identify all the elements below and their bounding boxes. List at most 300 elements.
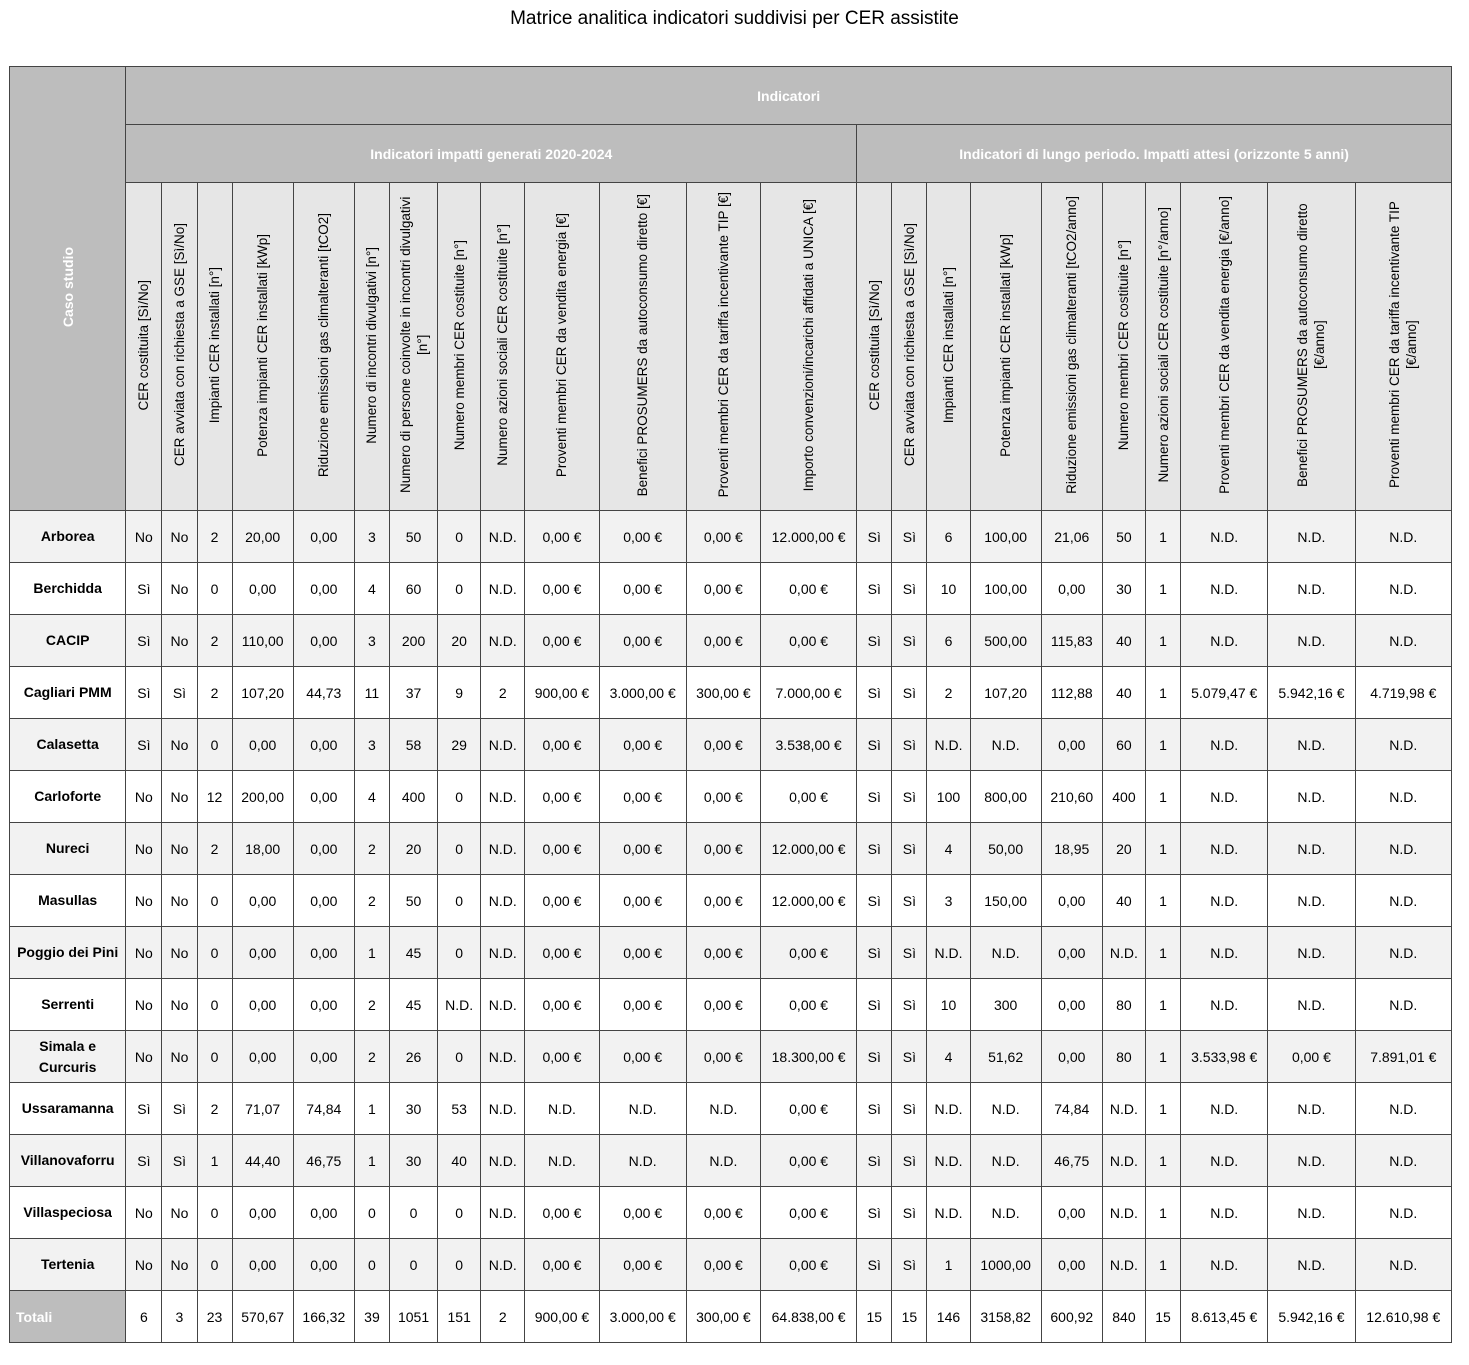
table-row	[10, 1135, 1452, 1187]
table-cell: 1	[354, 1135, 389, 1187]
column-header-label: Riduzione emissioni gas climalteranti [tCO2]	[316, 212, 332, 478]
group-generated-header: Indicatori impatti generati 2020-2024	[126, 125, 857, 183]
table-cell: N.D.	[1355, 771, 1451, 823]
table-cell: 0,00 €	[760, 563, 856, 615]
totals-cell: 570,67	[232, 1291, 293, 1343]
table-cell: N.D.	[1268, 719, 1355, 771]
table-cell: 100,00	[970, 511, 1041, 563]
table-cell: 0,00	[293, 1031, 354, 1083]
totals-row	[10, 1291, 1452, 1343]
totals-cell: 5.942,16 €	[1268, 1291, 1355, 1343]
table-cell: 150,00	[970, 875, 1041, 927]
table-cell: No	[126, 1031, 162, 1083]
table-cell: N.D.	[1102, 1135, 1145, 1187]
table-cell: N.D.	[1355, 563, 1451, 615]
table-cell: 4	[354, 771, 389, 823]
table-cell: 4	[927, 1031, 970, 1083]
table-cell: 12.000,00 €	[760, 823, 856, 875]
table-cell: 3.000,00 €	[599, 667, 686, 719]
table-cell: 0,00 €	[686, 823, 760, 875]
table-cell: N.D.	[1355, 1135, 1451, 1187]
row-name: Serrenti	[10, 979, 126, 1031]
table-cell: Sì	[892, 1031, 927, 1083]
table-cell: No	[162, 823, 197, 875]
table-cell: N.D.	[686, 1135, 760, 1187]
table-cell: Sì	[857, 1083, 892, 1135]
table-cell: 26	[390, 1031, 438, 1083]
table-cell: 0,00	[1041, 1239, 1102, 1291]
table-cell: 0	[197, 979, 232, 1031]
table-cell: 0,00	[232, 927, 293, 979]
column-header	[892, 183, 927, 511]
table-cell: 0,00 €	[760, 615, 856, 667]
table-cell: 40	[1102, 615, 1145, 667]
table-cell: 210,60	[1041, 771, 1102, 823]
table-cell: 0	[438, 927, 481, 979]
table-cell: Sì	[857, 667, 892, 719]
table-cell: 21,06	[1041, 511, 1102, 563]
table-row	[10, 1239, 1452, 1291]
table-cell: 2	[927, 667, 970, 719]
table-cell: 0,00 €	[1268, 1031, 1355, 1083]
row-name: Villanovaforru	[10, 1135, 126, 1187]
column-header-label: Potenza impianti CER installati [kWp]	[255, 233, 271, 457]
table-cell: 11	[354, 667, 389, 719]
table-cell: 0	[438, 1239, 481, 1291]
table-cell: N.D.	[1355, 927, 1451, 979]
table-cell: N.D.	[686, 1083, 760, 1135]
table-cell: N.D.	[481, 1187, 525, 1239]
table-cell: 0,00 €	[599, 511, 686, 563]
totals-cell: 166,32	[293, 1291, 354, 1343]
table-cell: 0,00 €	[599, 979, 686, 1031]
table-cell: N.D.	[927, 1083, 970, 1135]
table-cell: 40	[438, 1135, 481, 1187]
table-cell: 0,00 €	[760, 979, 856, 1031]
table-cell: 1	[1145, 615, 1180, 667]
table-cell: 0,00	[232, 875, 293, 927]
table-cell: Sì	[857, 719, 892, 771]
table-cell: 0	[438, 875, 481, 927]
table-cell: 2	[354, 823, 389, 875]
column-header-label: Numero di incontri divulgativi [n°]	[364, 246, 380, 444]
table-cell: 0,00	[293, 1239, 354, 1291]
column-header-label: Impianti CER installati [n°]	[207, 266, 223, 424]
table-cell: 0,00 €	[525, 771, 599, 823]
table-cell: No	[162, 563, 197, 615]
table-cell: N.D.	[481, 979, 525, 1031]
table-cell: 29	[438, 719, 481, 771]
table-cell: 1	[927, 1239, 970, 1291]
table-cell: N.D.	[1268, 1135, 1355, 1187]
table-cell: N.D.	[599, 1135, 686, 1187]
table-cell: 0	[197, 875, 232, 927]
row-name: Tertenia	[10, 1239, 126, 1291]
table-cell: 1000,00	[970, 1239, 1041, 1291]
table-cell: 50	[1102, 511, 1145, 563]
table-cell: N.D.	[481, 927, 525, 979]
totals-cell: 64.838,00 €	[760, 1291, 856, 1343]
table-cell: No	[126, 1187, 162, 1239]
table-cell: 1	[1145, 511, 1180, 563]
column-header-label: CER costituita [Sì/No]	[866, 279, 882, 411]
table-cell: 1	[1145, 1135, 1180, 1187]
table-cell: 0	[354, 1239, 389, 1291]
table-cell: N.D.	[1102, 1083, 1145, 1135]
table-cell: 74,84	[1041, 1083, 1102, 1135]
table-cell: 0,00 €	[686, 563, 760, 615]
table-cell: 4.719,98 €	[1355, 667, 1451, 719]
table-cell: 0,00 €	[525, 563, 599, 615]
table-cell: 53	[438, 1083, 481, 1135]
table-cell: N.D.	[525, 1135, 599, 1187]
totals-cell: 15	[892, 1291, 927, 1343]
table-cell: 5.079,47 €	[1181, 667, 1268, 719]
column-header-label: Proventi membri CER da tariffa incentivante TIP [€/anno]	[1387, 201, 1420, 489]
totals-cell: 15	[1145, 1291, 1180, 1343]
table-cell: 3	[354, 719, 389, 771]
table-cell: 40	[1102, 875, 1145, 927]
table-cell: Sì	[857, 1239, 892, 1291]
table-cell: Sì	[857, 1135, 892, 1187]
table-cell: 2	[197, 823, 232, 875]
table-cell: 0,00 €	[686, 927, 760, 979]
table-cell: No	[162, 1187, 197, 1239]
table-cell: 30	[390, 1083, 438, 1135]
table-row	[10, 563, 1452, 615]
table-cell: 2	[197, 667, 232, 719]
column-header	[126, 183, 162, 511]
table-cell: 5.942,16 €	[1268, 667, 1355, 719]
table-cell: 74,84	[293, 1083, 354, 1135]
table-cell: No	[162, 979, 197, 1031]
table-row	[10, 823, 1452, 875]
table-cell: 50,00	[970, 823, 1041, 875]
table-cell: 44,73	[293, 667, 354, 719]
column-header	[438, 183, 481, 511]
totals-cell: 39	[354, 1291, 389, 1343]
table-cell: Sì	[892, 875, 927, 927]
column-header-label: CER avviata con richiesta a GSE [Sì/No]	[171, 223, 187, 467]
table-cell: 1	[1145, 563, 1180, 615]
table-cell: N.D.	[481, 615, 525, 667]
table-cell: 20	[438, 615, 481, 667]
table-cell: No	[162, 927, 197, 979]
table-cell: N.D.	[481, 511, 525, 563]
column-header-label: Proventi membri CER da vendita energia [€]	[554, 212, 570, 478]
table-cell: N.D.	[1181, 719, 1268, 771]
column-header	[293, 183, 354, 511]
table-cell: N.D.	[1102, 1239, 1145, 1291]
table-cell: 0,00	[293, 771, 354, 823]
table-cell: N.D.	[481, 563, 525, 615]
table-cell: 200,00	[232, 771, 293, 823]
column-header	[970, 183, 1041, 511]
table-cell: 0	[390, 1239, 438, 1291]
table-cell: 0,00 €	[525, 511, 599, 563]
table-cell: No	[162, 875, 197, 927]
column-header-label: Numero azioni sociali CER costituite [n°]	[495, 224, 511, 466]
table-cell: 58	[390, 719, 438, 771]
column-header	[525, 183, 599, 511]
table-cell: 1	[1145, 823, 1180, 875]
table-cell: 0,00	[293, 563, 354, 615]
table-cell: N.D.	[1102, 927, 1145, 979]
table-cell: 45	[390, 979, 438, 1031]
table-cell: 0,00	[293, 511, 354, 563]
table-cell: 0,00 €	[599, 1187, 686, 1239]
column-header	[232, 183, 293, 511]
row-name: Poggio dei Pini	[10, 927, 126, 979]
table-cell: 107,20	[970, 667, 1041, 719]
table-cell: 1	[1145, 927, 1180, 979]
table-cell: 200	[390, 615, 438, 667]
table-cell: N.D.	[970, 719, 1041, 771]
table-cell: 0,00 €	[525, 823, 599, 875]
table-cell: 0,00 €	[686, 1239, 760, 1291]
table-cell: 7.891,01 €	[1355, 1031, 1451, 1083]
table-cell: 0,00 €	[686, 875, 760, 927]
table-cell: 0,00 €	[686, 511, 760, 563]
table-row	[10, 667, 1452, 719]
column-header-label: Benefici PROSUMERS da autoconsumo diretto [€]	[635, 193, 651, 497]
table-cell: Sì	[126, 1083, 162, 1135]
column-header-label: Numero membri CER costituite [n°]	[451, 239, 467, 451]
table-cell: 45	[390, 927, 438, 979]
indicator-matrix-table	[9, 66, 1452, 1343]
table-cell: 7.000,00 €	[760, 667, 856, 719]
table-row	[10, 615, 1452, 667]
table-cell: 12.000,00 €	[760, 511, 856, 563]
table-cell: 18.300,00 €	[760, 1031, 856, 1083]
table-cell: N.D.	[927, 719, 970, 771]
table-row	[10, 1031, 1452, 1083]
table-cell: 0	[438, 563, 481, 615]
table-cell: N.D.	[1355, 615, 1451, 667]
table-cell: 0,00	[1041, 1187, 1102, 1239]
table-cell: 1	[354, 927, 389, 979]
document-title: Matrice analitica indicatori suddivisi per CER assistite	[510, 8, 959, 29]
table-cell: N.D.	[481, 1031, 525, 1083]
table-cell: 1	[1145, 1187, 1180, 1239]
totals-cell: 6	[126, 1291, 162, 1343]
table-cell: N.D.	[599, 1083, 686, 1135]
column-header	[686, 183, 760, 511]
table-cell: 0,00	[293, 979, 354, 1031]
table-cell: N.D.	[1181, 1135, 1268, 1187]
table-cell: 0,00 €	[525, 719, 599, 771]
table-cell: 2	[197, 615, 232, 667]
table-cell: 1	[1145, 979, 1180, 1031]
table-cell: Sì	[857, 511, 892, 563]
table-cell: 18,00	[232, 823, 293, 875]
table-cell: 1	[1145, 771, 1180, 823]
group-longterm-header: Indicatori di lungo periodo. Impatti attesi (orizzonte 5 anni)	[857, 125, 1452, 183]
row-name: Villaspeciosa	[10, 1187, 126, 1239]
table-cell: N.D.	[1181, 1187, 1268, 1239]
table-cell: 37	[390, 667, 438, 719]
table-cell: 0,00 €	[525, 927, 599, 979]
column-header-label: CER avviata con richiesta a GSE [Sì/No]	[901, 223, 917, 467]
table-cell: 0,00 €	[525, 1187, 599, 1239]
column-header-label: Numero membri CER costituite [n°]	[1116, 239, 1132, 451]
row-name: Carloforte	[10, 771, 126, 823]
table-cell: 0,00	[1041, 875, 1102, 927]
totals-cell: 23	[197, 1291, 232, 1343]
table-cell: 900,00 €	[525, 667, 599, 719]
column-header	[354, 183, 389, 511]
column-header-label: Proventi membri CER da tariffa incentivante TIP [€]	[715, 192, 731, 498]
table-cell: 0	[197, 1031, 232, 1083]
totals-cell: 600,92	[1041, 1291, 1102, 1343]
column-header-label: CER costituita [Sì/No]	[136, 279, 152, 411]
table-cell: 3.533,98 €	[1181, 1031, 1268, 1083]
table-cell: 0,00 €	[599, 771, 686, 823]
table-cell: Sì	[892, 979, 927, 1031]
table-cell: 30	[1102, 563, 1145, 615]
table-cell: 400	[390, 771, 438, 823]
table-cell: Sì	[857, 563, 892, 615]
table-cell: 0,00 €	[686, 771, 760, 823]
table-cell: N.D.	[1181, 823, 1268, 875]
table-cell: 1	[197, 1135, 232, 1187]
totals-cell: 15	[857, 1291, 892, 1343]
table-cell: 0,00	[232, 719, 293, 771]
table-cell: Sì	[126, 563, 162, 615]
table-cell: 0,00	[293, 615, 354, 667]
table-cell: Sì	[857, 823, 892, 875]
table-cell: 0,00	[1041, 927, 1102, 979]
table-cell: 12	[197, 771, 232, 823]
table-cell: 40	[1102, 667, 1145, 719]
table-cell: Sì	[162, 1135, 197, 1187]
table-cell: 0	[197, 719, 232, 771]
table-cell: 100	[927, 771, 970, 823]
table-cell: 0,00 €	[599, 823, 686, 875]
table-cell: 2	[354, 979, 389, 1031]
totals-cell: 3	[162, 1291, 197, 1343]
table-cell: 0,00	[293, 875, 354, 927]
table-cell: 12.000,00 €	[760, 875, 856, 927]
table-cell: N.D.	[1268, 875, 1355, 927]
table-cell: 10	[927, 979, 970, 1031]
table-cell: Sì	[892, 719, 927, 771]
table-cell: 71,07	[232, 1083, 293, 1135]
table-cell: Sì	[892, 511, 927, 563]
table-cell: Sì	[162, 667, 197, 719]
row-name: Simala e Curcuris	[10, 1031, 126, 1083]
table-cell: No	[126, 771, 162, 823]
table-cell: N.D.	[1181, 511, 1268, 563]
table-cell: Sì	[857, 615, 892, 667]
table-cell: N.D.	[1268, 1239, 1355, 1291]
totals-cell: 1051	[390, 1291, 438, 1343]
table-cell: N.D.	[1355, 511, 1451, 563]
table-cell: 0,00 €	[760, 1239, 856, 1291]
table-cell: N.D.	[1181, 563, 1268, 615]
table-cell: N.D.	[481, 875, 525, 927]
table-cell: 0,00 €	[760, 771, 856, 823]
table-cell: No	[126, 511, 162, 563]
table-cell: 0,00 €	[525, 979, 599, 1031]
row-name: Calasetta	[10, 719, 126, 771]
table-cell: No	[126, 1239, 162, 1291]
table-row	[10, 1083, 1452, 1135]
table-cell: No	[162, 511, 197, 563]
totals-cell: 900,00 €	[525, 1291, 599, 1343]
table-cell: 20	[1102, 823, 1145, 875]
table-cell: 300,00 €	[686, 667, 760, 719]
table-cell: 0,00 €	[686, 1031, 760, 1083]
column-header-label: Importo convenzioni/incarichi affidati a UNICA [€]	[801, 198, 817, 492]
table-cell: Sì	[857, 875, 892, 927]
totals-cell: 12.610,98 €	[1355, 1291, 1451, 1343]
table-cell: Sì	[857, 979, 892, 1031]
table-cell: 2	[354, 875, 389, 927]
table-cell: 500,00	[970, 615, 1041, 667]
table-cell: 0,00	[232, 563, 293, 615]
table-cell: 0	[197, 1239, 232, 1291]
table-cell: 0,00	[1041, 719, 1102, 771]
column-header	[599, 183, 686, 511]
table-cell: Sì	[857, 1187, 892, 1239]
totals-cell: 3158,82	[970, 1291, 1041, 1343]
table-cell: 3.538,00 €	[760, 719, 856, 771]
column-header	[162, 183, 197, 511]
table-cell: N.D.	[1355, 1187, 1451, 1239]
table-cell: 20,00	[232, 511, 293, 563]
totals-label: Totali	[10, 1291, 126, 1343]
table-cell: N.D.	[481, 719, 525, 771]
table-cell: N.D.	[970, 1083, 1041, 1135]
table-cell: 0,00	[1041, 979, 1102, 1031]
table-cell: 46,75	[293, 1135, 354, 1187]
table-cell: N.D.	[927, 1187, 970, 1239]
table-cell: N.D.	[1181, 771, 1268, 823]
table-cell: N.D.	[1268, 823, 1355, 875]
table-cell: 0,00	[232, 979, 293, 1031]
table-cell: No	[162, 719, 197, 771]
table-cell: 2	[197, 511, 232, 563]
table-cell: Sì	[892, 823, 927, 875]
table-cell: 46,75	[1041, 1135, 1102, 1187]
column-header	[481, 183, 525, 511]
table-cell: 0,00	[293, 719, 354, 771]
table-cell: N.D.	[1268, 979, 1355, 1031]
column-header	[760, 183, 856, 511]
table-cell: 2	[197, 1083, 232, 1135]
table-cell: Sì	[857, 771, 892, 823]
column-header-label: Proventi membri CER da vendita energia [€/anno]	[1216, 196, 1232, 494]
table-cell: 0,00 €	[760, 1135, 856, 1187]
indicatori-header: Indicatori	[126, 67, 1452, 125]
table-cell: 50	[390, 875, 438, 927]
row-name: CACIP	[10, 615, 126, 667]
caso-studio-header	[10, 67, 126, 511]
table-cell: N.D.	[525, 1083, 599, 1135]
table-cell: 18,95	[1041, 823, 1102, 875]
table-cell: 2	[481, 667, 525, 719]
table-cell: 3	[354, 615, 389, 667]
table-cell: N.D.	[970, 927, 1041, 979]
table-cell: Sì	[892, 1083, 927, 1135]
row-name: Cagliari PMM	[10, 667, 126, 719]
table-cell: 0,00 €	[686, 979, 760, 1031]
table-cell: N.D.	[481, 771, 525, 823]
table-cell: N.D.	[927, 1135, 970, 1187]
table-cell: N.D.	[481, 823, 525, 875]
table-cell: 51,62	[970, 1031, 1041, 1083]
